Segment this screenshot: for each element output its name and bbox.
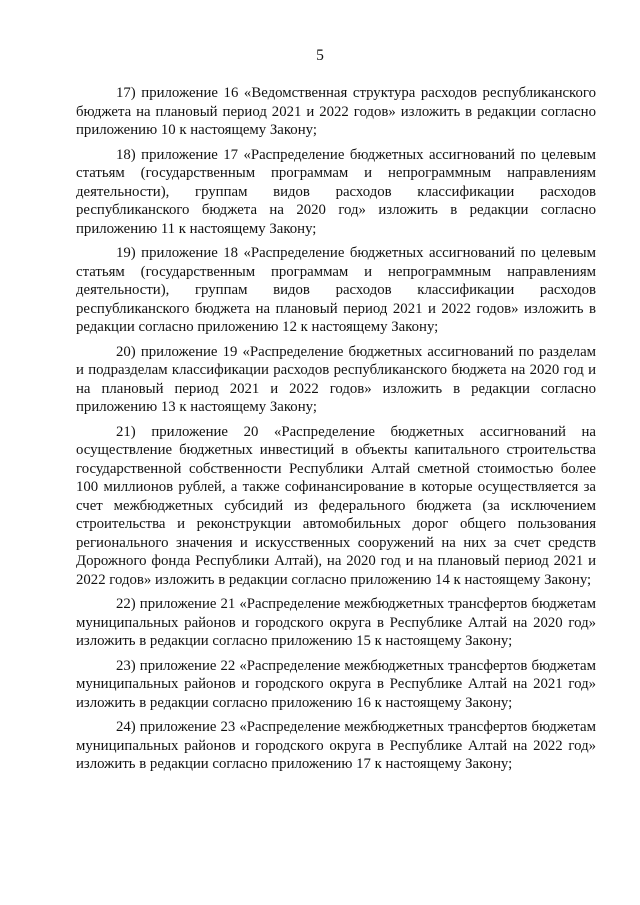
paragraph-item-20: 20) приложение 19 «Распределение бюджетных ассигнований по разделам и подразделам классификации расходов республиканского бюджета на 2020 год и на плановый период 2021 и 2022 годов» изложить в редакции согласно приложению 13 к настоящему Закону; — [76, 343, 596, 415]
paragraph-item-18: 18) приложение 17 «Распределение бюджетных ассигнований по целевым статьям (государственным программам и непрограммным направлениям деятельности), группам видов расходов классификации расходов республиканского бюджета на 2020 год» изложить в редакции согласно приложению 11 к настоящему Закону; — [76, 146, 596, 237]
paragraph-item-22: 22) приложение 21 «Распределение межбюджетных трансфертов бюджетам муниципальных районов и городского округа в Республике Алтай на 2020 год» изложить в редакции согласно приложению 15 к настоящему Закону; — [76, 596, 596, 649]
paragraph-item-23: 23) приложение 22 «Распределение межбюджетных трансфертов бюджетам муниципальных районов и городского округа в Республике Алтай на 2021 год» изложить в редакции согласно приложению 16 к настоящему Закону; — [76, 657, 596, 711]
paragraph-item-24: 24) приложение 23 «Распределение межбюджетных трансфертов бюджетам муниципальных районов и городского округа в Республике Алтай на 2022 год» изложить в редакции согласно приложению 17 к настоящему Закону; — [76, 719, 596, 772]
page-number: 5 — [316, 47, 324, 64]
document-body — [76, 84, 596, 780]
paragraph-item-21: 21) приложение 20 «Распределение бюджетных ассигнований на осуществление бюджетных инвестиций в объекты капитального строительства государственной собственности Республики Алтай сметной стоимостью более 100 миллионов рублей, а также софинансирование в которые осуществляется за счет межбюджетных субсидий из федерального бюджета (за исключением строительства и реконструкции автомобильных дорог общего пользования регионального значения и искусственных сооружений на них за счет средств Дорожного фонда Республики Алтай), на 2020 год и на плановый период 2021 и 2022 годов» изложить в редакции согласно приложению 14 к настоящему Закону; — [76, 423, 596, 588]
paragraph-item-19: 19) приложение 18 «Распределение бюджетных ассигнований по целевым статьям (государственным программам и непрограммным направлениям деятельности), группам видов расходов классификации расходов республиканского бюджета на плановый период 2021 и 2022 годов» изложить в редакции согласно приложению 12 к настоящему Закону; — [76, 245, 596, 335]
paragraph-item-17: 17) приложение 16 «Ведомственная структура расходов республиканского бюджета на плановый период 2021 и 2022 годов» изложить в редакции согласно приложению 10 к настоящему Закону; — [76, 85, 596, 138]
